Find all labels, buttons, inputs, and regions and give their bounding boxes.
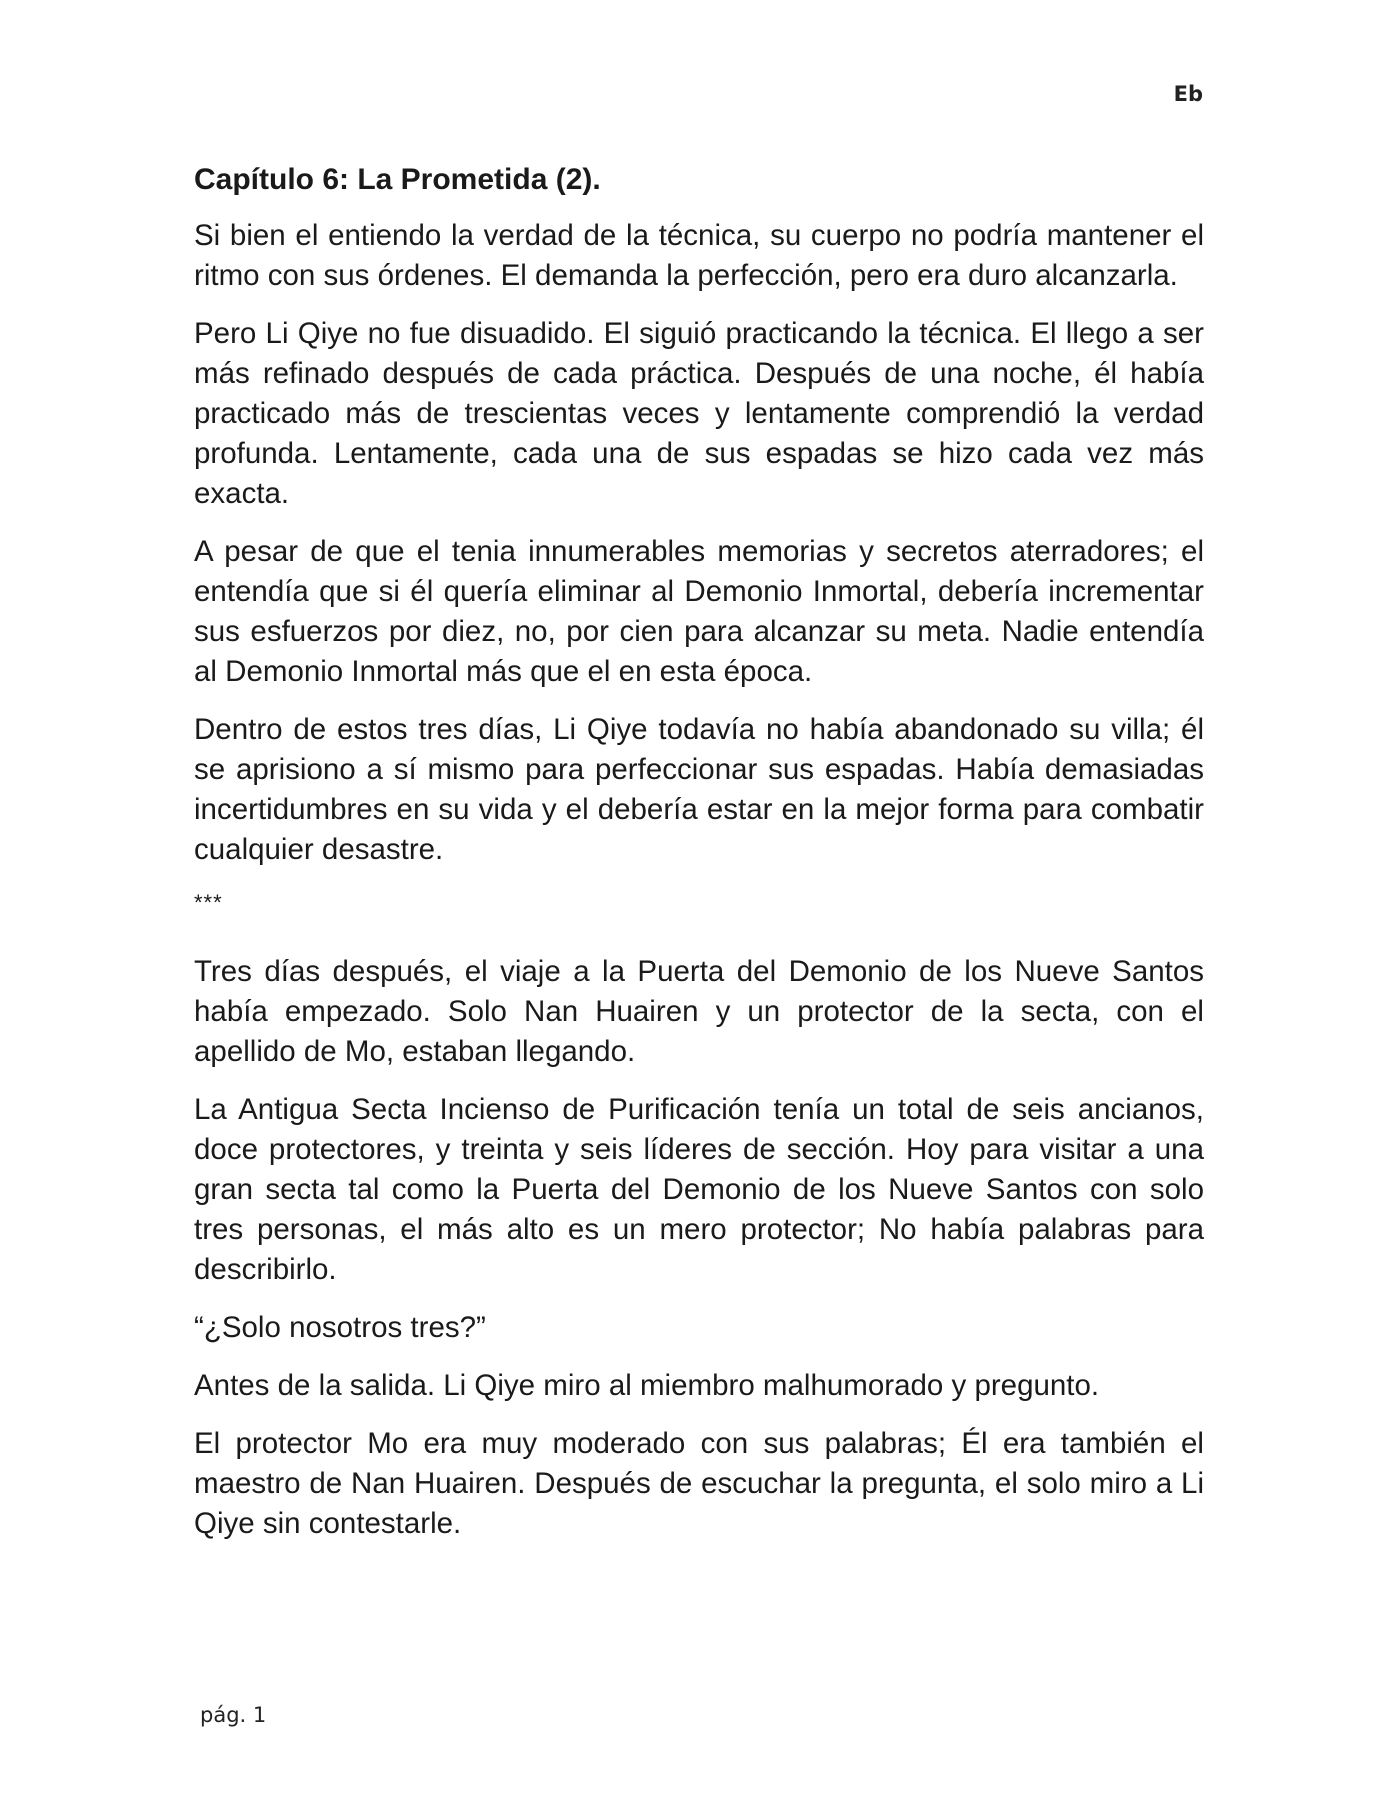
paragraph: Si bien el entiendo la verdad de la técnica, su cuerpo no podría mantener el ritmo con sus órdenes. El demanda la perfección, pero era duro alcanzarla. — [194, 219, 1204, 292]
header-mark: Eb — [1173, 82, 1203, 106]
paragraph: La Antigua Secta Incienso de Purificación tenía un total de seis ancianos, doce protectores, y treinta y seis líderes de sección. Hoy para visitar a una gran secta tal como la Puerta del Demonio de los Nueve Santos con solo tres personas, el más alto es un mero protector; No había palabras para describirlo. — [194, 1093, 1204, 1286]
paragraph: Pero Li Qiye no fue disuadido. El siguió practicando la técnica. El llego a ser más refinado después de cada práctica. Después de una noche, él había practicado más de trescientas veces y lentamente comprendió la verdad profunda. Lentamente, cada una de sus espadas se hizo cada vez más exacta. — [194, 317, 1204, 510]
paragraph: A pesar de que el tenia innumerables memorias y secretos aterradores; el entendía que si él quería eliminar al Demonio Inmortal, debería incrementar sus esfuerzos por diez, no, por cien para alcanzar su meta. Nadie entendía al Demonio Inmortal más que el en esta época. — [194, 535, 1204, 688]
document-body — [194, 160, 1204, 1562]
paragraph: Antes de la salida. Li Qiye miro al miembro malhumorado y pregunto. — [194, 1369, 1100, 1402]
dialogue-line: “¿Solo nosotros tres?” — [194, 1311, 486, 1344]
page-number: pág. 1 — [200, 1703, 267, 1727]
paragraph: El protector Mo era muy moderado con sus palabras; Él era también el maestro de Nan Huairen. Después de escuchar la pregunta, el solo miro a Li Qiye sin contestarle. — [194, 1427, 1204, 1540]
scene-separator: *** — [194, 890, 223, 915]
paragraph: Tres días después, el viaje a la Puerta del Demonio de los Nueve Santos había empezado. Solo Nan Huairen y un protector de la secta, con el apellido de Mo, estaban llegando. — [194, 955, 1204, 1068]
chapter-title: Capítulo 6: La Prometida (2). — [194, 163, 601, 196]
paragraph: Dentro de estos tres días, Li Qiye todavía no había abandonado su villa; él se aprisiono a sí mismo para perfeccionar sus espadas. Había demasiadas incertidumbres en su vida y el debería estar en la mejor forma para combatir cualquier desastre. — [194, 713, 1204, 866]
